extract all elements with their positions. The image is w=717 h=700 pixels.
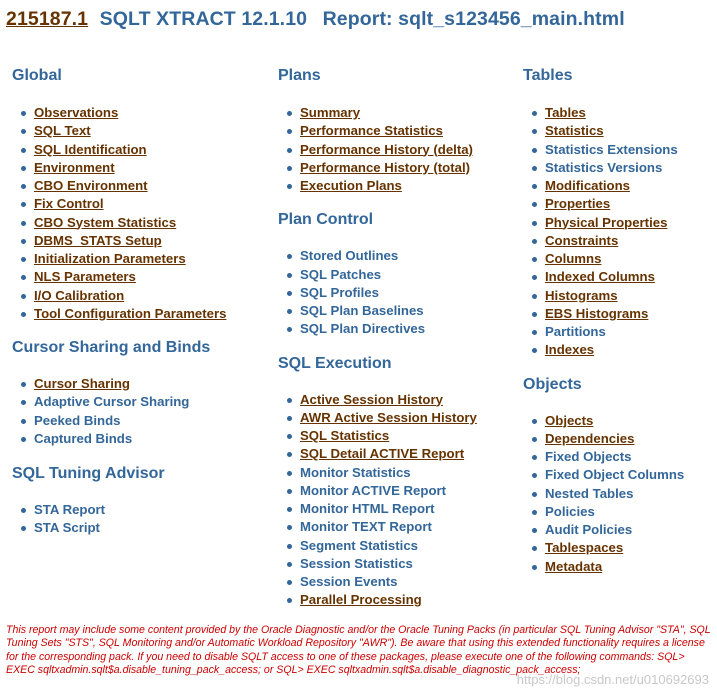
plans-link-list: [278, 104, 477, 195]
list-item: [545, 448, 684, 466]
list-item: [34, 214, 226, 232]
link-sta-script[interactable]: STA Script: [34, 520, 100, 536]
link-performance-statistics[interactable]: Performance Statistics: [300, 123, 443, 139]
link-statistics-versions[interactable]: Statistics Versions: [545, 159, 663, 175]
link-nested-tables[interactable]: Nested Tables: [545, 485, 634, 501]
link-ebs-histograms[interactable]: EBS Histograms: [545, 305, 649, 321]
list-item: [300, 518, 477, 536]
link-policies[interactable]: Policies: [545, 503, 595, 519]
list-item: [34, 250, 226, 268]
cursor-sharing-link-list: [12, 375, 226, 448]
report-name: Report: sqlt_s123456_main.html: [322, 8, 625, 30]
link-sql-profiles[interactable]: SQL Profiles: [300, 284, 379, 300]
list-item: [545, 104, 684, 122]
link-sql-patches[interactable]: SQL Patches: [300, 266, 382, 282]
section-title-sql-execution: SQL Execution: [278, 354, 392, 372]
column-left: [12, 66, 226, 538]
list-item: [300, 284, 477, 302]
link-stored-outlines[interactable]: Stored Outlines: [300, 248, 399, 264]
list-item: [545, 503, 684, 521]
list-item: [545, 558, 684, 576]
list-item: [300, 320, 477, 338]
list-item: [545, 141, 684, 159]
link-fixed-object-columns[interactable]: Fixed Object Columns: [545, 467, 685, 483]
list-item: [300, 177, 477, 195]
list-item: [300, 482, 477, 500]
list-item: [545, 341, 684, 359]
list-item: [34, 501, 226, 519]
link-sta-report[interactable]: STA Report: [34, 502, 106, 517]
column-middle: [278, 66, 477, 610]
link-adaptive-cursor-sharing[interactable]: Adaptive Cursor Sharing: [34, 394, 190, 410]
link-tablespaces[interactable]: Tablespaces: [545, 540, 624, 556]
list-item: [300, 555, 477, 573]
list-item: [34, 393, 226, 411]
column-right: [523, 66, 684, 576]
list-item: [545, 466, 684, 484]
link-sql-text[interactable]: SQL Text: [34, 123, 91, 139]
link-histograms[interactable]: Histograms: [545, 287, 618, 303]
list-item: [300, 141, 477, 159]
section-title-cursor-sharing: Cursor Sharing and Binds: [12, 339, 211, 356]
link-awr-active-session-history[interactable]: AWR Active Session History: [300, 409, 477, 425]
link-sql-plan-directives[interactable]: SQL Plan Directives: [300, 321, 426, 337]
list-item: [545, 287, 684, 305]
list-item: [300, 302, 477, 320]
list-item: [34, 268, 226, 286]
link-segment-statistics[interactable]: Segment Statistics: [300, 537, 418, 553]
list-item: [34, 430, 226, 448]
list-item: [34, 104, 226, 122]
tool-version: SQLT XTRACT 12.1.10: [99, 8, 308, 30]
list-item: [545, 250, 684, 268]
list-item: [545, 323, 684, 341]
list-item: [545, 485, 684, 503]
link-properties[interactable]: Properties: [545, 196, 611, 212]
link-modifications[interactable]: Modifications: [545, 178, 630, 193]
list-item: [300, 500, 477, 518]
link-columns[interactable]: Columns: [545, 251, 602, 266]
section-title-tables: Tables: [523, 67, 573, 84]
link-sql-statistics[interactable]: SQL Statistics: [300, 428, 390, 443]
list-item: [545, 122, 684, 140]
list-item: [545, 305, 684, 323]
list-item: [545, 268, 684, 286]
link-objects[interactable]: Objects: [545, 412, 594, 428]
link-indexed-columns[interactable]: Indexed Columns: [545, 269, 655, 285]
list-item: [34, 195, 226, 213]
link-initialization-parameters[interactable]: Initialization Parameters: [34, 251, 186, 266]
list-item: [545, 412, 684, 430]
link-sql-identification[interactable]: SQL Identification: [34, 141, 147, 157]
link-audit-policies[interactable]: Audit Policies: [545, 522, 633, 537]
list-item: [34, 519, 226, 537]
link-active-session-history[interactable]: Active Session History: [300, 391, 443, 407]
list-item: [300, 159, 477, 177]
link-cursor-sharing[interactable]: Cursor Sharing: [34, 376, 130, 391]
global-link-list: [12, 104, 226, 323]
list-item: [545, 177, 684, 195]
list-item: [545, 195, 684, 213]
plan-control-link-list: [278, 247, 477, 338]
report-header: [6, 8, 625, 31]
link-captured-binds[interactable]: Captured Binds: [34, 430, 133, 446]
list-item: [545, 521, 684, 539]
link-dependencies[interactable]: Dependencies: [545, 430, 635, 446]
link-statistics-extensions[interactable]: Statistics Extensions: [545, 141, 678, 157]
list-item: [300, 573, 477, 591]
link-physical-properties[interactable]: Physical Properties: [545, 214, 668, 230]
section-title-plan-control: Plan Control: [278, 211, 374, 229]
objects-link-list: [523, 412, 684, 576]
link-cbo-environment[interactable]: CBO Environment: [34, 178, 148, 193]
link-dbms-stats-setup[interactable]: DBMS_STATS Setup: [34, 232, 162, 248]
link-partitions[interactable]: Partitions: [545, 324, 606, 339]
link-monitor-active-report[interactable]: Monitor ACTIVE Report: [300, 482, 447, 498]
list-item: [34, 305, 226, 323]
list-item: [300, 266, 477, 284]
list-item: [300, 464, 477, 482]
sta-link-list: [12, 501, 226, 538]
list-item: [34, 159, 226, 177]
list-item: [300, 409, 477, 427]
link-parallel-processing[interactable]: Parallel Processing: [300, 592, 422, 608]
link-cbo-system-statistics[interactable]: CBO System Statistics: [34, 214, 177, 230]
link-sql-plan-baselines[interactable]: SQL Plan Baselines: [300, 303, 424, 318]
list-item: [34, 287, 226, 305]
link-session-statistics[interactable]: Session Statistics: [300, 555, 413, 571]
link-sql-detail-active-report[interactable]: SQL Detail ACTIVE Report: [300, 446, 465, 462]
link-statistics[interactable]: Statistics: [545, 123, 604, 139]
list-item: [300, 445, 477, 463]
list-item: [300, 591, 477, 609]
list-item: [300, 391, 477, 409]
link-summary[interactable]: Summary: [300, 105, 361, 120]
link-constraints[interactable]: Constraints: [545, 232, 619, 248]
link-environment[interactable]: Environment: [34, 159, 115, 175]
section-title-objects: Objects: [523, 375, 582, 393]
link-fixed-objects[interactable]: Fixed Objects: [545, 449, 632, 464]
link-peeked-binds[interactable]: Peeked Binds: [34, 412, 121, 428]
list-item: [545, 159, 684, 177]
list-item: [545, 214, 684, 232]
link-fix-control[interactable]: Fix Control: [34, 196, 104, 212]
list-item: [300, 247, 477, 265]
link-monitor-statistics[interactable]: Monitor Statistics: [300, 464, 411, 480]
list-item: [300, 427, 477, 445]
section-title-global: Global: [12, 67, 62, 84]
tables-link-list: [523, 104, 684, 360]
link-indexes[interactable]: Indexes: [545, 342, 595, 358]
list-item: [300, 537, 477, 555]
link-monitor-text-report[interactable]: Monitor TEXT Report: [300, 519, 432, 535]
link-nls-parameters[interactable]: NLS Parameters: [34, 269, 136, 285]
link-observations[interactable]: Observations: [34, 105, 119, 120]
list-item: [34, 232, 226, 250]
link-metadata[interactable]: Metadata: [545, 558, 603, 574]
section-title-sql-tuning-advisor: SQL Tuning Advisor: [12, 465, 165, 482]
link-i-o-calibration[interactable]: I/O Calibration: [34, 287, 125, 303]
link-monitor-html-report[interactable]: Monitor HTML Report: [300, 501, 435, 516]
list-item: [300, 104, 477, 122]
list-item: [34, 412, 226, 430]
list-item: [34, 122, 226, 140]
link-tool-configuration-parameters[interactable]: Tool Configuration Parameters: [34, 305, 227, 321]
link-execution-plans[interactable]: Execution Plans: [300, 178, 402, 193]
list-item: [545, 232, 684, 250]
link-tables[interactable]: Tables: [545, 105, 586, 120]
list-item: [545, 539, 684, 557]
list-item: [545, 430, 684, 448]
sql-execution-link-list: [278, 391, 477, 610]
link-performance-history-total[interactable]: Performance History (total): [300, 159, 471, 175]
list-item: [34, 375, 226, 393]
doc-id-link[interactable]: 215187.1: [6, 8, 89, 30]
link-performance-history-delta[interactable]: Performance History (delta): [300, 141, 473, 157]
link-session-events[interactable]: Session Events: [300, 574, 398, 589]
watermark: https://blog.csdn.net/u010692693: [516, 672, 709, 687]
list-item: [300, 122, 477, 140]
section-title-plans: Plans: [278, 67, 321, 84]
license-disclaimer: This report may include some content provided by the Oracle Diagnostic and/or the Oracle Tuning Packs (in particular SQL Tuning Advisor "STA", SQL Tuning Sets "STS", SQL Monitoring and/or Automatic Workload Repository "AWR"). Be aware that using this extended functionality requires a license for the corresponding pack. If you need to disable SQLT access to one of these packages, please execute one of the following commands: SQL> EXEC sqltxadmin.sqlt$a.disable_tuning_pack_access; or SQL> EXEC sqltxadmin.sqlt$a.disable_diagnostic_pack_access;: [6, 624, 711, 677]
list-item: [34, 177, 226, 195]
list-item: [34, 141, 226, 159]
